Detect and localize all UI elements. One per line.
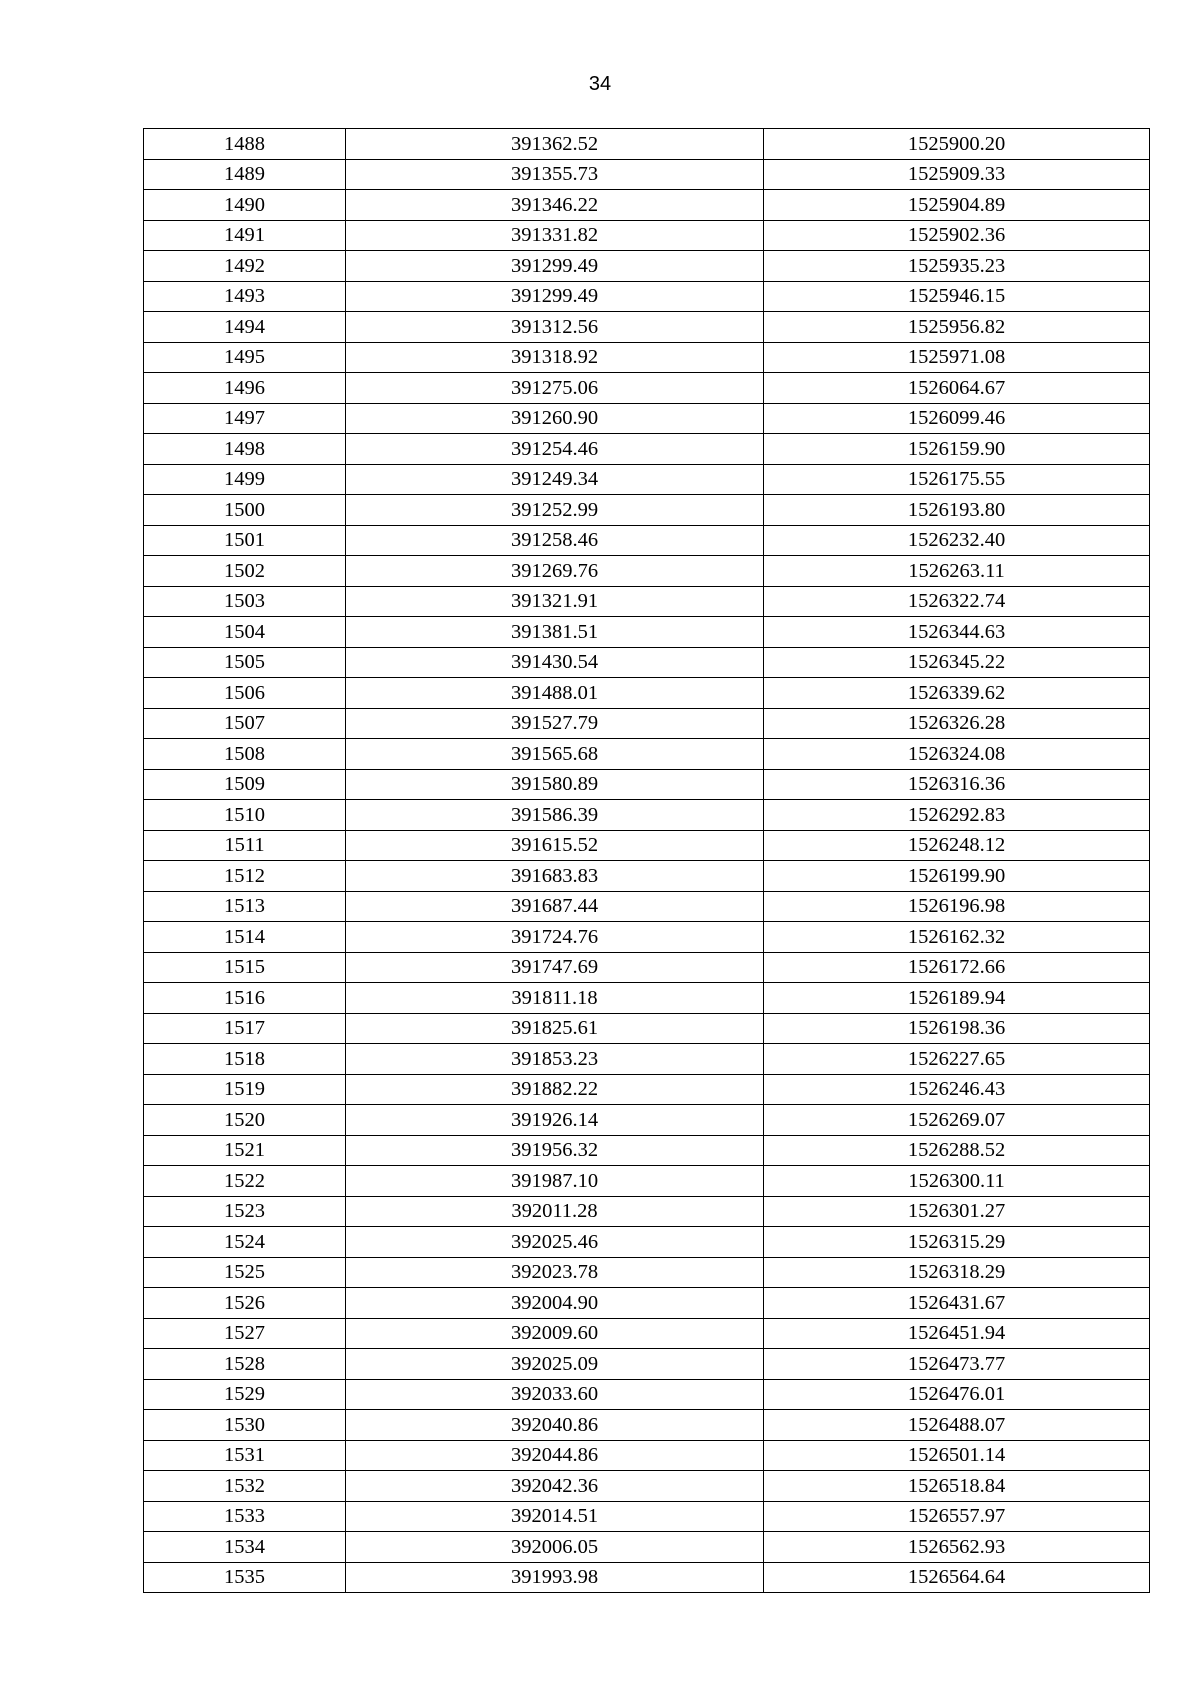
point-number-cell: 1515 [144,952,346,983]
point-number-cell: 1513 [144,891,346,922]
x-coordinate-cell: 391381.51 [346,617,764,648]
table-row [144,434,1150,465]
y-coordinate-cell: 1526248.12 [764,830,1150,861]
point-number-cell: 1517 [144,1013,346,1044]
table-row [144,983,1150,1014]
y-coordinate-cell: 1525904.89 [764,190,1150,221]
y-coordinate-cell: 1526199.90 [764,861,1150,892]
x-coordinate-cell: 392025.09 [346,1349,764,1380]
y-coordinate-cell: 1526099.46 [764,403,1150,434]
point-number-cell: 1505 [144,647,346,678]
table-row [144,830,1150,861]
x-coordinate-cell: 391615.52 [346,830,764,861]
y-coordinate-cell: 1526324.08 [764,739,1150,770]
point-number-cell: 1502 [144,556,346,587]
y-coordinate-cell: 1526488.07 [764,1410,1150,1441]
point-number-cell: 1488 [144,129,346,160]
y-coordinate-cell: 1526345.22 [764,647,1150,678]
x-coordinate-cell: 391488.01 [346,678,764,709]
y-coordinate-cell: 1526064.67 [764,373,1150,404]
x-coordinate-cell: 392014.51 [346,1501,764,1532]
table-row [144,251,1150,282]
point-number-cell: 1506 [144,678,346,709]
x-coordinate-cell: 391318.92 [346,342,764,373]
x-coordinate-cell: 391586.39 [346,800,764,831]
y-coordinate-cell: 1526518.84 [764,1471,1150,1502]
point-number-cell: 1516 [144,983,346,1014]
x-coordinate-cell: 391249.34 [346,464,764,495]
point-number-cell: 1493 [144,281,346,312]
y-coordinate-cell: 1525900.20 [764,129,1150,160]
table-row [144,586,1150,617]
x-coordinate-cell: 391527.79 [346,708,764,739]
x-coordinate-cell: 391252.99 [346,495,764,526]
x-coordinate-cell: 391747.69 [346,952,764,983]
x-coordinate-cell: 392033.60 [346,1379,764,1410]
y-coordinate-cell: 1526227.65 [764,1044,1150,1075]
y-coordinate-cell: 1526339.62 [764,678,1150,709]
x-coordinate-cell: 391993.98 [346,1562,764,1593]
y-coordinate-cell: 1526564.64 [764,1562,1150,1593]
x-coordinate-cell: 392044.86 [346,1440,764,1471]
x-coordinate-cell: 391331.82 [346,220,764,251]
table-row [144,891,1150,922]
x-coordinate-cell: 392023.78 [346,1257,764,1288]
table-row [144,1532,1150,1563]
point-number-cell: 1494 [144,312,346,343]
table-row [144,159,1150,190]
x-coordinate-cell: 391565.68 [346,739,764,770]
table-row [144,1257,1150,1288]
table-row [144,1105,1150,1136]
y-coordinate-cell: 1526476.01 [764,1379,1150,1410]
x-coordinate-cell: 391926.14 [346,1105,764,1136]
point-number-cell: 1523 [144,1196,346,1227]
x-coordinate-cell: 391355.73 [346,159,764,190]
coordinates-table-body [144,129,1150,1593]
y-coordinate-cell: 1526501.14 [764,1440,1150,1471]
point-number-cell: 1514 [144,922,346,953]
point-number-cell: 1492 [144,251,346,282]
table-row [144,1349,1150,1380]
table-row [144,1166,1150,1197]
x-coordinate-cell: 391321.91 [346,586,764,617]
table-row [144,861,1150,892]
point-number-cell: 1501 [144,525,346,556]
point-number-cell: 1533 [144,1501,346,1532]
table-row [144,647,1150,678]
y-coordinate-cell: 1526263.11 [764,556,1150,587]
y-coordinate-cell: 1526316.36 [764,769,1150,800]
y-coordinate-cell: 1526562.93 [764,1532,1150,1563]
table-row [144,129,1150,160]
point-number-cell: 1511 [144,830,346,861]
table-row [144,1074,1150,1105]
table-row [144,922,1150,953]
x-coordinate-cell: 391299.49 [346,251,764,282]
x-coordinate-cell: 391956.32 [346,1135,764,1166]
point-number-cell: 1496 [144,373,346,404]
table-row [144,190,1150,221]
point-number-cell: 1527 [144,1318,346,1349]
x-coordinate-cell: 391811.18 [346,983,764,1014]
y-coordinate-cell: 1525956.82 [764,312,1150,343]
table-row [144,678,1150,709]
y-coordinate-cell: 1526246.43 [764,1074,1150,1105]
table-row [144,1440,1150,1471]
point-number-cell: 1520 [144,1105,346,1136]
point-number-cell: 1531 [144,1440,346,1471]
table-row [144,1196,1150,1227]
y-coordinate-cell: 1526473.77 [764,1349,1150,1380]
point-number-cell: 1518 [144,1044,346,1075]
point-number-cell: 1508 [144,739,346,770]
y-coordinate-cell: 1526318.29 [764,1257,1150,1288]
point-number-cell: 1530 [144,1410,346,1441]
table-row [144,1013,1150,1044]
point-number-cell: 1532 [144,1471,346,1502]
x-coordinate-cell: 391724.76 [346,922,764,953]
y-coordinate-cell: 1526189.94 [764,983,1150,1014]
point-number-cell: 1500 [144,495,346,526]
coordinates-table [143,128,1150,1593]
page-number: 34 [588,73,612,95]
point-number-cell: 1534 [144,1532,346,1563]
table-row [144,617,1150,648]
table-row [144,373,1150,404]
table-row [144,464,1150,495]
x-coordinate-cell: 391312.56 [346,312,764,343]
y-coordinate-cell: 1526193.80 [764,495,1150,526]
x-coordinate-cell: 391258.46 [346,525,764,556]
y-coordinate-cell: 1526159.90 [764,434,1150,465]
y-coordinate-cell: 1525935.23 [764,251,1150,282]
table-row [144,708,1150,739]
point-number-cell: 1503 [144,586,346,617]
x-coordinate-cell: 391275.06 [346,373,764,404]
y-coordinate-cell: 1526175.55 [764,464,1150,495]
point-number-cell: 1499 [144,464,346,495]
x-coordinate-cell: 391260.90 [346,403,764,434]
y-coordinate-cell: 1526315.29 [764,1227,1150,1258]
y-coordinate-cell: 1526288.52 [764,1135,1150,1166]
point-number-cell: 1512 [144,861,346,892]
table-row [144,1501,1150,1532]
x-coordinate-cell: 391683.83 [346,861,764,892]
x-coordinate-cell: 391580.89 [346,769,764,800]
point-number-cell: 1497 [144,403,346,434]
y-coordinate-cell: 1526301.27 [764,1196,1150,1227]
y-coordinate-cell: 1526269.07 [764,1105,1150,1136]
point-number-cell: 1507 [144,708,346,739]
table-row [144,1562,1150,1593]
x-coordinate-cell: 392009.60 [346,1318,764,1349]
point-number-cell: 1498 [144,434,346,465]
x-coordinate-cell: 391269.76 [346,556,764,587]
point-number-cell: 1509 [144,769,346,800]
y-coordinate-cell: 1526344.63 [764,617,1150,648]
y-coordinate-cell: 1526557.97 [764,1501,1150,1532]
y-coordinate-cell: 1526322.74 [764,586,1150,617]
y-coordinate-cell: 1525902.36 [764,220,1150,251]
x-coordinate-cell: 391825.61 [346,1013,764,1044]
table-row [144,403,1150,434]
y-coordinate-cell: 1526198.36 [764,1013,1150,1044]
x-coordinate-cell: 392004.90 [346,1288,764,1319]
table-row [144,495,1150,526]
y-coordinate-cell: 1525946.15 [764,281,1150,312]
table-row [144,1379,1150,1410]
table-row [144,769,1150,800]
point-number-cell: 1519 [144,1074,346,1105]
table-row [144,281,1150,312]
table-row [144,556,1150,587]
point-number-cell: 1510 [144,800,346,831]
x-coordinate-cell: 391299.49 [346,281,764,312]
table-row [144,1044,1150,1075]
y-coordinate-cell: 1525909.33 [764,159,1150,190]
point-number-cell: 1490 [144,190,346,221]
table-row [144,739,1150,770]
table-row [144,1410,1150,1441]
point-number-cell: 1495 [144,342,346,373]
point-number-cell: 1521 [144,1135,346,1166]
table-row [144,1288,1150,1319]
point-number-cell: 1529 [144,1379,346,1410]
point-number-cell: 1522 [144,1166,346,1197]
x-coordinate-cell: 391882.22 [346,1074,764,1105]
x-coordinate-cell: 391362.52 [346,129,764,160]
y-coordinate-cell: 1526196.98 [764,891,1150,922]
table-row [144,1227,1150,1258]
point-number-cell: 1491 [144,220,346,251]
table-row [144,312,1150,343]
table-row [144,952,1150,983]
y-coordinate-cell: 1526451.94 [764,1318,1150,1349]
x-coordinate-cell: 392025.46 [346,1227,764,1258]
y-coordinate-cell: 1526292.83 [764,800,1150,831]
x-coordinate-cell: 391853.23 [346,1044,764,1075]
point-number-cell: 1504 [144,617,346,648]
y-coordinate-cell: 1525971.08 [764,342,1150,373]
x-coordinate-cell: 391346.22 [346,190,764,221]
table-row [144,220,1150,251]
point-number-cell: 1524 [144,1227,346,1258]
table-row [144,342,1150,373]
x-coordinate-cell: 391987.10 [346,1166,764,1197]
x-coordinate-cell: 392042.36 [346,1471,764,1502]
point-number-cell: 1489 [144,159,346,190]
x-coordinate-cell: 392011.28 [346,1196,764,1227]
y-coordinate-cell: 1526232.40 [764,525,1150,556]
x-coordinate-cell: 391254.46 [346,434,764,465]
table-row [144,525,1150,556]
table-row [144,1471,1150,1502]
y-coordinate-cell: 1526431.67 [764,1288,1150,1319]
table-row [144,1318,1150,1349]
x-coordinate-cell: 392006.05 [346,1532,764,1563]
point-number-cell: 1528 [144,1349,346,1380]
x-coordinate-cell: 392040.86 [346,1410,764,1441]
point-number-cell: 1526 [144,1288,346,1319]
table-row [144,1135,1150,1166]
x-coordinate-cell: 391430.54 [346,647,764,678]
y-coordinate-cell: 1526172.66 [764,952,1150,983]
y-coordinate-cell: 1526300.11 [764,1166,1150,1197]
y-coordinate-cell: 1526326.28 [764,708,1150,739]
point-number-cell: 1525 [144,1257,346,1288]
point-number-cell: 1535 [144,1562,346,1593]
y-coordinate-cell: 1526162.32 [764,922,1150,953]
table-row [144,800,1150,831]
x-coordinate-cell: 391687.44 [346,891,764,922]
